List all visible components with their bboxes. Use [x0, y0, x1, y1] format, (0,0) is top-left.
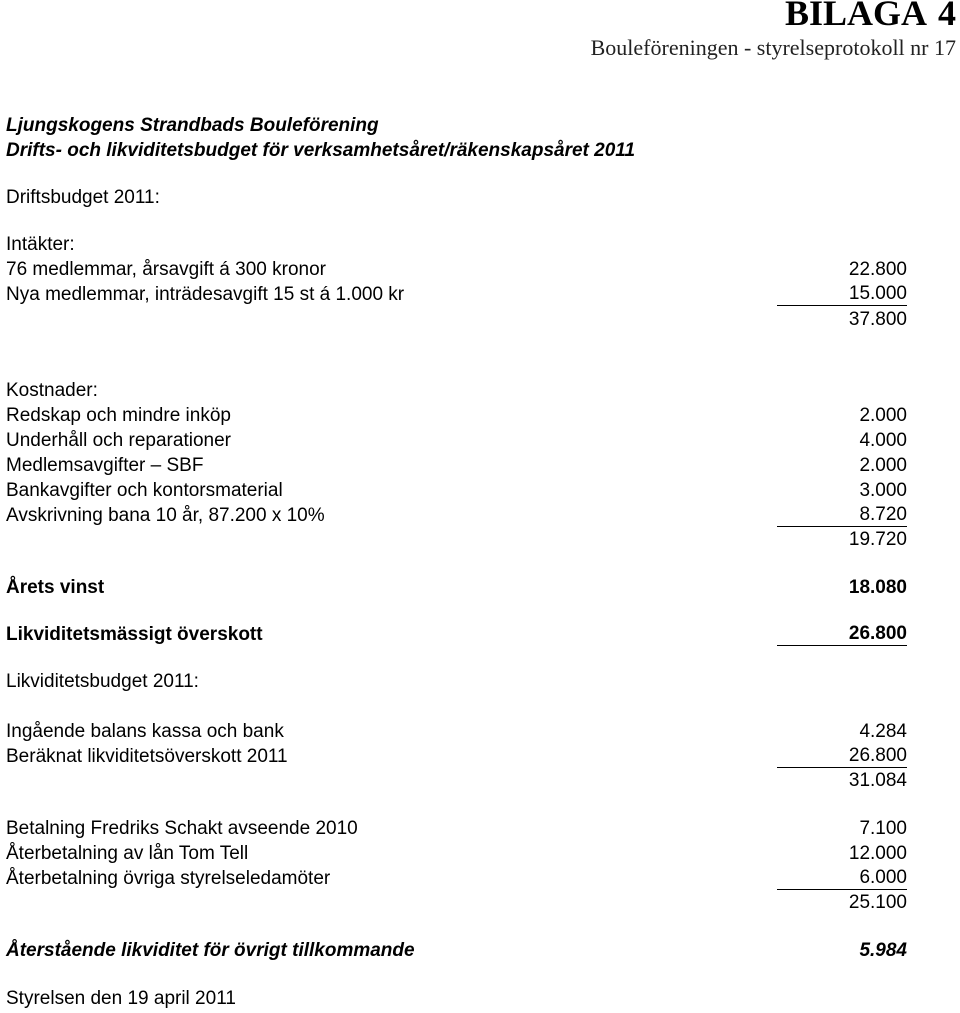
liquidity-amount: 4.284	[859, 721, 907, 742]
cost-label: Redskap och mindre inköp	[6, 405, 231, 426]
profit-amount: 18.080	[848, 577, 907, 598]
income-label: 76 medlemmar, årsavgift á 300 kronor	[6, 259, 326, 280]
org-name: Ljungskogens Strandbads Bouleförening	[6, 115, 379, 136]
appendix-title: BILAGA 4	[784, 0, 956, 33]
liquidity-surplus-label: Likviditetsmässigt överskott	[6, 624, 263, 645]
cost-amount: 2.000	[859, 455, 907, 476]
cost-amount: 3.000	[859, 480, 907, 501]
cost-label: Bankavgifter och kontorsmaterial	[6, 480, 283, 501]
cost-label: Underhåll och reparationer	[6, 430, 231, 451]
cost-amount: 8.720	[777, 504, 907, 527]
budget-title: Drifts- och likviditetsbudget för verksamhetsåret/räkenskapsåret 2011	[6, 140, 636, 161]
signature-line: Styrelsen den 19 april 2011	[6, 988, 236, 1009]
liquidity-label: Beräknat likviditetsöverskott 2011	[6, 746, 288, 767]
liquidity-title: Likviditetsbudget 2011:	[6, 671, 199, 692]
cost-label: Medlemsavgifter – SBF	[6, 455, 204, 476]
cost-heading: Kostnader:	[6, 380, 98, 401]
liquidity-label: Ingående balans kassa och bank	[6, 721, 284, 742]
cost-total: 19.720	[848, 529, 907, 550]
payment-label: Återbetalning övriga styrelseledamöter	[6, 868, 331, 889]
cost-label: Avskrivning bana 10 år, 87.200 x 10%	[6, 505, 325, 526]
liquidity-amount: 26.800	[777, 745, 907, 768]
income-amount: 22.800	[848, 259, 907, 280]
payment-label: Betalning Fredriks Schakt avseende 2010	[6, 818, 358, 839]
profit-label: Årets vinst	[6, 577, 105, 598]
drift-title: Driftsbudget 2011:	[6, 187, 160, 208]
remaining-label: Återstående likviditet för övrigt tillkommande	[6, 940, 415, 961]
liquidity-surplus-amount: 26.800	[777, 623, 907, 646]
payment-amount: 7.100	[859, 818, 907, 839]
payments-total: 25.100	[848, 892, 907, 913]
cost-amount: 2.000	[859, 405, 907, 426]
income-amount: 15.000	[777, 283, 907, 306]
income-label: Nya medlemmar, inträdesavgift 15 st á 1.000 kr	[6, 284, 405, 305]
liquidity-subtotal: 31.084	[848, 770, 907, 791]
income-total: 37.800	[848, 309, 907, 330]
payment-amount: 6.000	[777, 867, 907, 890]
payment-label: Återbetalning av lån Tom Tell	[6, 843, 249, 864]
remaining-amount: 5.984	[859, 940, 907, 961]
payment-amount: 12.000	[848, 843, 907, 864]
income-heading: Intäkter:	[6, 234, 75, 255]
cost-amount: 4.000	[859, 430, 907, 451]
appendix-subtitle: Bouleföreningen - styrelseprotokoll nr 17	[590, 35, 956, 60]
